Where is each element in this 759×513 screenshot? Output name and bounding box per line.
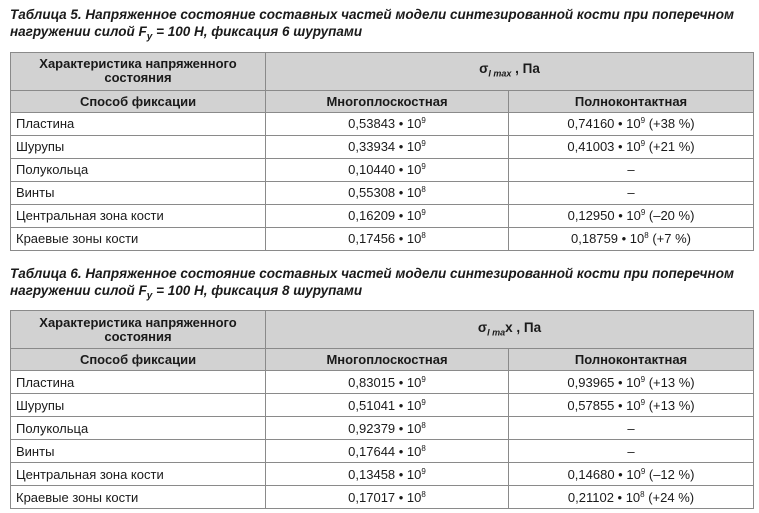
value-exponent: 9 (640, 208, 646, 218)
value-exponent: 9 (640, 466, 646, 476)
row-label: Винты (11, 181, 266, 204)
value-exponent: 9 (640, 397, 646, 407)
full-contact-value (509, 463, 754, 486)
header-sigma (266, 311, 754, 349)
table-row (11, 204, 754, 227)
full-contact-value (509, 417, 754, 440)
value-exponent: 8 (421, 420, 426, 430)
table-header-row (11, 52, 754, 90)
row-label: Полукольца (11, 158, 266, 181)
multiplane-value (266, 486, 509, 509)
value-mantissa: 0,18759 • 10 (571, 231, 645, 247)
row-label: Краевые зоны кости (11, 486, 266, 509)
table-row (11, 417, 754, 440)
value-exponent: 9 (640, 139, 646, 149)
value-exponent: 9 (421, 466, 426, 476)
value-mantissa: 0,13458 • 10 (348, 466, 422, 482)
multiplane-value (266, 417, 509, 440)
table-row (11, 394, 754, 417)
full-contact-value (509, 394, 754, 417)
table-row (11, 135, 754, 158)
multiplane-value (266, 440, 509, 463)
value-exponent: 8 (421, 185, 426, 195)
value-mantissa: 0,92379 • 10 (348, 420, 422, 436)
table-subheader-row (11, 349, 754, 371)
header-characteristic: Характеристика напряженного состояния (11, 311, 266, 349)
value-exponent: 8 (640, 489, 645, 499)
row-label: Пластина (11, 371, 266, 394)
sigma-symbol: σ (479, 60, 489, 76)
table-header-row (11, 311, 754, 349)
value-change: (–12 %) (645, 466, 695, 482)
value-exponent: 8 (421, 489, 426, 499)
header-characteristic: Характеристика напряженного состояния (11, 52, 266, 90)
value-change: (+38 %) (645, 116, 695, 132)
table-6 (10, 310, 754, 509)
full-contact-value (509, 204, 754, 227)
value-change: (+21 %) (645, 139, 695, 155)
table-6-caption (10, 265, 751, 305)
caption-text-end: = 100 Н, фиксация 6 шурупами (152, 24, 363, 39)
table-row (11, 371, 754, 394)
multiplane-value (266, 158, 509, 181)
header-sigma (266, 52, 754, 90)
value-mantissa: 0,17644 • 10 (348, 443, 422, 459)
table-5 (10, 52, 754, 251)
value-exponent: 9 (421, 374, 426, 384)
multiplane-value (266, 463, 509, 486)
value-mantissa: 0,53843 • 10 (348, 116, 422, 132)
header-multiplane: Многоплоскостная (266, 90, 509, 112)
value-mantissa: 0,51041 • 10 (348, 397, 422, 413)
value-mantissa: 0,21102 • 10 (567, 489, 641, 505)
value-mantissa: – (627, 420, 635, 436)
value-mantissa: 0,16209 • 10 (348, 208, 422, 224)
table-5-caption (10, 6, 751, 46)
caption-subscript: y (146, 290, 153, 302)
full-contact-value (509, 440, 754, 463)
value-mantissa: 0,17456 • 10 (348, 231, 422, 247)
table-row (11, 227, 754, 250)
value-change: (+13 %) (645, 397, 695, 413)
full-contact-value (509, 181, 754, 204)
value-mantissa: 0,74160 • 10 (567, 116, 641, 132)
caption-text: Таблица 5. Напряженное состояние составных частей модели синтезированной кости при поперечном нагружении силой F (10, 7, 734, 39)
value-exponent: 9 (421, 116, 426, 126)
value-mantissa: – (627, 185, 635, 201)
multiplane-value (266, 394, 509, 417)
sigma-subscript: l ma (487, 327, 506, 338)
value-mantissa: 0,33934 • 10 (348, 139, 422, 155)
full-contact-value (509, 135, 754, 158)
multiplane-value (266, 112, 509, 135)
value-exponent: 9 (640, 374, 646, 384)
value-exponent: 8 (421, 443, 426, 453)
row-label: Полукольца (11, 417, 266, 440)
value-exponent: 9 (421, 139, 426, 149)
sigma-symbol: σ (477, 319, 488, 335)
row-label: Винты (11, 440, 266, 463)
value-mantissa: – (627, 162, 635, 178)
multiplane-value (266, 204, 509, 227)
table-row (11, 463, 754, 486)
full-contact-value (509, 486, 754, 509)
sigma-subscript: l max (488, 68, 512, 79)
full-contact-value (509, 371, 754, 394)
row-label: Шурупы (11, 135, 266, 158)
value-change: (+24 %) (644, 489, 695, 505)
value-change: (+13 %) (645, 374, 695, 390)
multiplane-value (266, 181, 509, 204)
caption-text: Таблица 6. Напряженное состояние составных частей модели синтезированной кости при поперечном нагружении силой F (10, 265, 734, 298)
row-label: Пластина (11, 112, 266, 135)
value-mantissa: 0,17017 • 10 (348, 489, 422, 505)
full-contact-value (509, 158, 754, 181)
value-mantissa: 0,14680 • 10 (567, 466, 641, 482)
row-label: Краевые зоны кости (11, 227, 266, 250)
multiplane-value (266, 135, 509, 158)
header-method: Способ фиксации (11, 349, 266, 371)
table-row (11, 181, 754, 204)
caption-text-end: = 100 Н, фиксация 8 шурупами (152, 282, 363, 298)
header-full-contact: Полноконтактная (509, 349, 754, 371)
value-mantissa: 0,10440 • 10 (348, 162, 422, 178)
header-full-contact: Полноконтактная (509, 90, 754, 112)
value-mantissa: 0,41003 • 10 (567, 139, 641, 155)
table-row (11, 112, 754, 135)
sigma-unit: , Па (511, 60, 540, 76)
header-multiplane: Многоплоскостная (266, 349, 509, 371)
caption-subscript: y (146, 31, 153, 43)
value-exponent: 9 (421, 208, 426, 218)
sigma-unit: x , Па (505, 319, 542, 335)
row-label: Шурупы (11, 394, 266, 417)
value-mantissa: 0,57855 • 10 (567, 397, 641, 413)
row-label: Центральная зона кости (11, 463, 266, 486)
header-method: Способ фиксации (11, 90, 266, 112)
value-mantissa: 0,55308 • 10 (348, 185, 422, 201)
table-row (11, 158, 754, 181)
value-exponent: 8 (644, 231, 649, 241)
value-exponent: 8 (421, 231, 426, 241)
value-mantissa: 0,12950 • 10 (567, 208, 641, 224)
value-exponent: 9 (640, 116, 646, 126)
value-mantissa: – (627, 443, 635, 459)
row-label: Центральная зона кости (11, 204, 266, 227)
table-row (11, 486, 754, 509)
table-subheader-row (11, 90, 754, 112)
table-row (11, 440, 754, 463)
value-change: (–20 %) (645, 208, 695, 224)
value-exponent: 9 (421, 397, 426, 407)
full-contact-value (509, 227, 754, 250)
full-contact-value (509, 112, 754, 135)
value-mantissa: 0,93965 • 10 (567, 374, 641, 390)
multiplane-value (266, 371, 509, 394)
value-exponent: 9 (421, 162, 426, 172)
multiplane-value (266, 227, 509, 250)
value-mantissa: 0,83015 • 10 (348, 374, 422, 390)
value-change: (+7 %) (648, 231, 691, 247)
